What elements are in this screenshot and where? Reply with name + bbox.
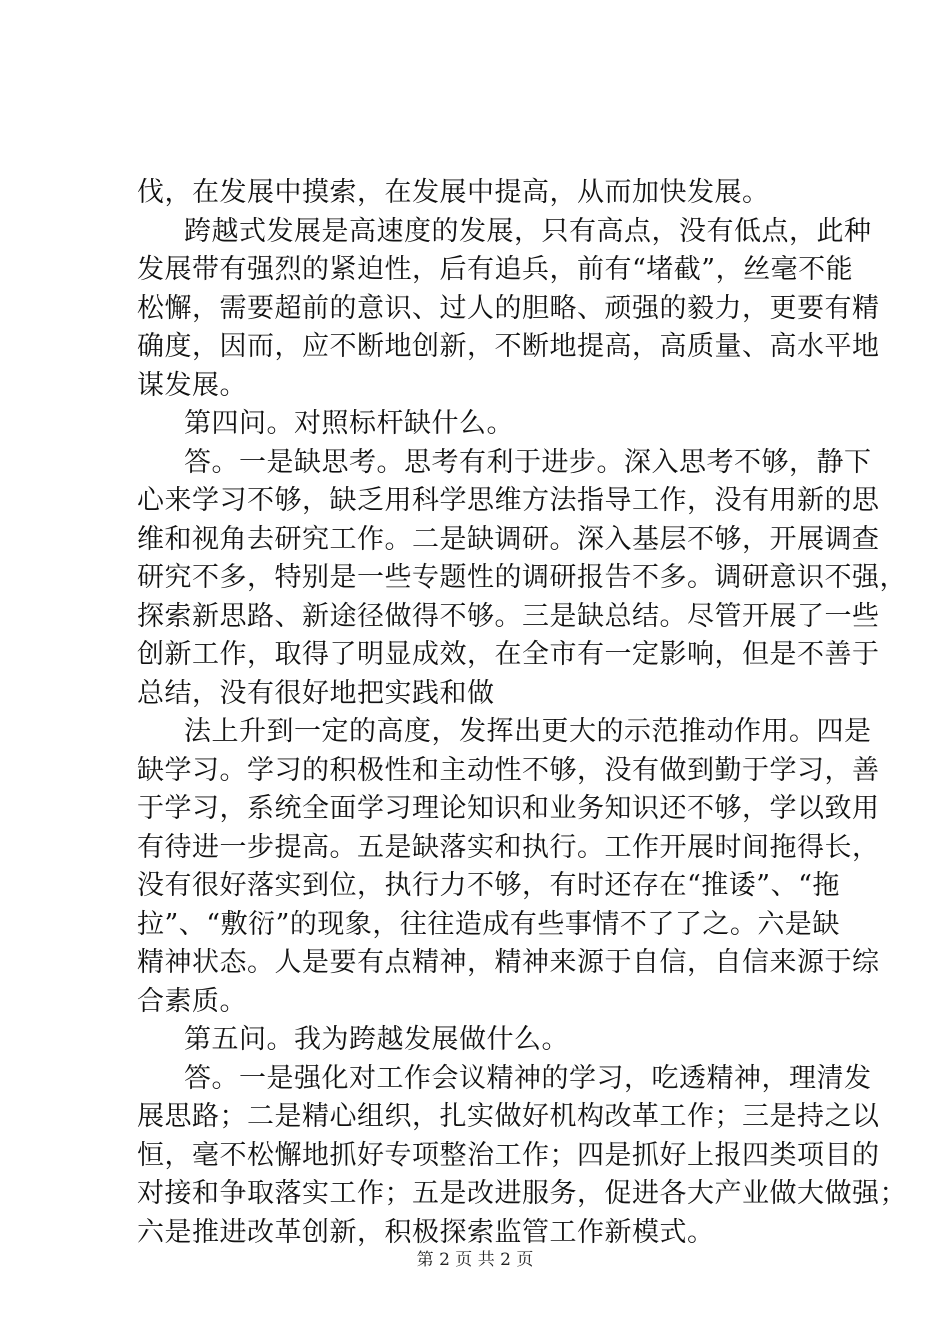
text-line: 创新工作，取得了明显成效，在全市有一定影响，但是不善于 [137,639,880,670]
text-line: 第五问。我为跨越发展做什么。 [184,1024,569,1055]
text-line: 发展带有强烈的紧迫性，后有追兵，前有“堵截”，丝毫不能 [137,254,854,285]
text-line: 展思路；二是精心组织，扎实做好机构改革工作；三是持之以 [137,1101,880,1132]
text-line: 跨越式发展是高速度的发展，只有高点，没有低点，此种 [184,215,872,247]
text-line: 答。一是强化对工作会议精神的学习，吃透精神，理清发 [184,1062,872,1094]
text-line: 总结，没有很好地把实践和做 [137,677,495,709]
text-line: 恒，毫不松懈地抓好专项整治工作；四是抓好上报四类项目的 [137,1139,880,1171]
text-line: 于学习，系统全面学习理论知识和业务知识还不够，学以致用 [137,793,880,824]
text-line: 伐，在发展中摸索，在发展中提高，从而加快发展。 [137,177,770,208]
text-line: 六是推进改革创新，积极探索监管工作新模式。 [137,1216,715,1248]
text-line: 有待进一步提高。五是缺落实和执行。工作开展时间拖得长， [137,831,880,863]
text-line: 合素质。 [137,985,247,1017]
text-line: 缺学习。学习的积极性和主动性不够，没有做到勤于学习，善 [137,754,880,786]
text-line: 心来学习不够，缺乏用科学思维方法指导工作，没有用新的思 [137,485,880,516]
text-line: 没有很好落实到位，执行力不够，有时还存在“推诿”、“拖 [137,870,840,901]
text-line: 维和视角去研究工作。二是缺调研。深入基层不够，开展调查 [137,523,880,555]
document-body [137,174,907,1252]
text-line: 对接和争取落实工作；五是改进服务，促进各大产业做大做强； [137,1178,907,1209]
text-line: 探索新思路、新途径做得不够。三是缺总结。尽管开展了一些 [137,600,880,632]
text-line: 精神状态。人是要有点精神，精神来源于自信，自信来源于综 [137,947,880,978]
text-line: 谋发展。 [137,369,247,401]
page-footer: 第 2 页 共 2 页 [416,1250,534,1270]
text-line: 研究不多，特别是一些专题性的调研报告不多。调研意识不强， [137,562,907,593]
text-line: 松懈，需要超前的意识、过人的胆略、顽强的毅力，更要有精 [137,292,880,324]
text-line: 确度，因而，应不断地创新，不断地提高，高质量、高水平地 [137,331,880,362]
text-line: 第四问。对照标杆缺什么。 [184,408,514,439]
text-line: 拉”、“敷衍”的现象，往往造成有些事情不了了之。六是缺 [137,908,840,940]
text-line: 答。一是缺思考。思考有利于进步。深入思考不够，静下 [184,446,872,478]
text-line: 法上升到一定的高度，发挥出更大的示范推动作用。四是 [184,716,872,747]
